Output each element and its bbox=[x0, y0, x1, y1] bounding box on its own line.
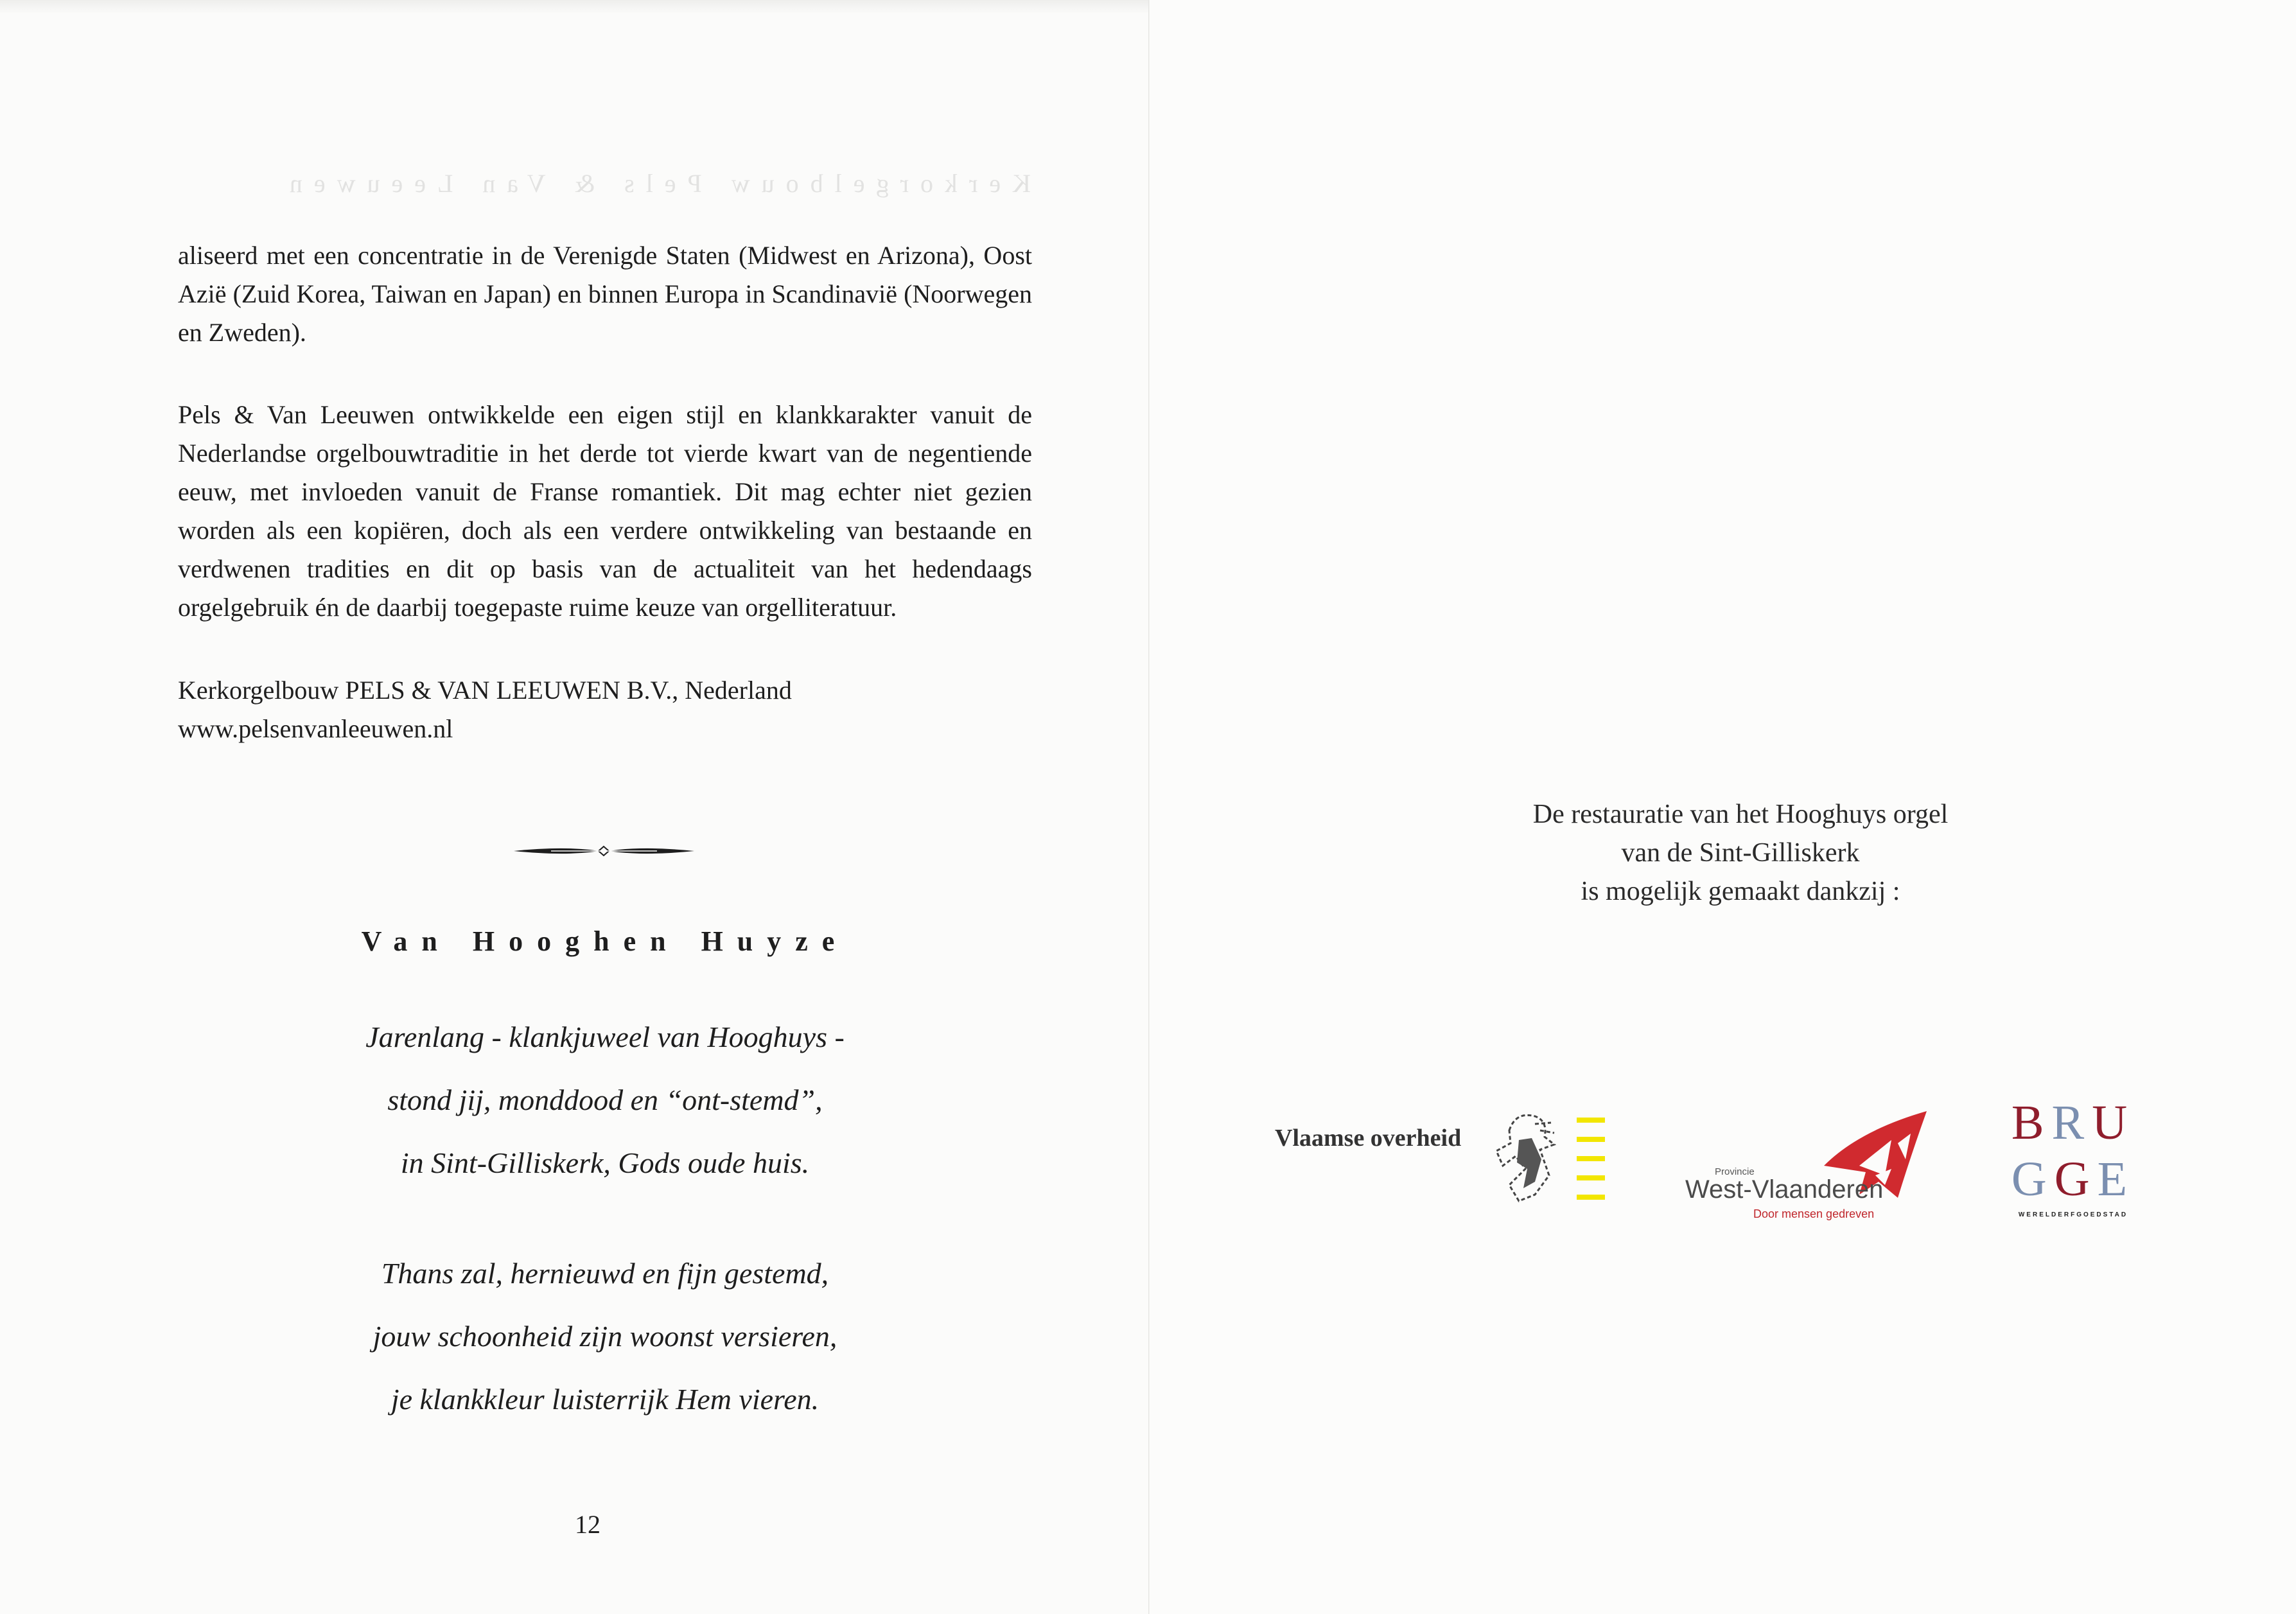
poem-line: Jarenlang - klankjuweel van Hooghuys - bbox=[365, 1021, 845, 1053]
poem-line: jouw schoonheid zijn woonst versieren, bbox=[372, 1320, 837, 1353]
acknowledgement-line: van de Sint-Gilliskerk bbox=[1621, 838, 1860, 868]
body-paragraph-1: aliseerd met een concentratie in de Verenigde Staten (Midwest en Arizona), Oost Azië (Zuid Korea, Taiwan en Japan) en binnen Europa in Scandinavië (Noorwegen en Zweden). bbox=[178, 241, 1032, 347]
page-number: 12 bbox=[575, 1510, 600, 1539]
brugge-tagline: WERELDERFGOEDSTAD bbox=[2018, 1211, 2128, 1218]
flemish-lion-icon bbox=[1490, 1105, 1618, 1220]
west-vlaanderen-logo bbox=[1683, 1105, 1933, 1227]
poem-title: Van Hooghen Huyze bbox=[361, 925, 849, 957]
poem-stanza-1 bbox=[178, 1006, 1032, 1195]
province-label: Provincie bbox=[1715, 1166, 1755, 1177]
brugge-letter: G bbox=[2011, 1152, 2055, 1206]
show-through-heading: Kerkorgelbouw Pels & Van Leeuwen bbox=[277, 169, 1031, 198]
acknowledgement-line: is mogelijk gemaakt dankzij : bbox=[1581, 877, 1900, 906]
west-vlaanderen-tagline: Door mensen gedreven bbox=[1753, 1207, 1875, 1220]
poem-line: Thans zal, hernieuwd en fijn gestemd, bbox=[381, 1257, 829, 1290]
ornament-divider bbox=[513, 841, 696, 861]
brugge-letter: R bbox=[2051, 1096, 2092, 1150]
brugge-logo bbox=[2002, 1098, 2144, 1227]
brugge-logo-row-1 bbox=[2002, 1096, 2144, 1150]
brugge-letter: U bbox=[2092, 1096, 2135, 1150]
west-vlaanderen-label: West-Vlaanderen bbox=[1685, 1175, 1884, 1204]
brugge-logo-row-2 bbox=[2002, 1152, 2144, 1206]
body-paragraph-2: Pels & Van Leeuwen ontwikkelde een eigen stijl en klankkarakter vanuit de Nederlandse orgelbouwtraditie in het derde tot vierde kwart van de negentiende eeuw, met invloeden vanuit de Franse romantiek. Dit mag echter niet gezien worden als een kopiëren, doch als een verdere ontwikkeling van bestaande en verdwenen tradities en dit op basis van de actualiteit van het hedendaags orgelgebruik én de daarbij toegepaste ruime keuze van orgelliteratuur. bbox=[178, 400, 1032, 622]
acknowledgement-line: De restauratie van het Hooghuys orgel bbox=[1532, 800, 1949, 829]
page-top-edge bbox=[0, 0, 1150, 14]
poem-line: je klankkleur luisterrijk Hem vieren. bbox=[390, 1383, 819, 1416]
brugge-letter: G bbox=[2054, 1152, 2098, 1206]
credit-line: Kerkorgelbouw PELS & VAN LEEUWEN B.V., Nederland bbox=[178, 676, 792, 705]
acknowledgement-text bbox=[1432, 795, 2049, 911]
brugge-letter: B bbox=[2011, 1096, 2052, 1150]
vlaamse-overheid-logo bbox=[1275, 1105, 1618, 1220]
website-link[interactable]: www.pelsenvanleeuwen.nl bbox=[178, 714, 453, 743]
poem-line: stond jij, monddood en “ont-stemd”, bbox=[387, 1083, 823, 1116]
poem-line: in Sint-Gilliskerk, Gods oude huis. bbox=[400, 1146, 810, 1179]
vlaamse-overheid-label: Vlaamse overheid bbox=[1275, 1125, 1462, 1152]
credit-block bbox=[178, 671, 1032, 748]
brugge-letter: E bbox=[2097, 1152, 2135, 1206]
poem-stanza-2 bbox=[178, 1242, 1032, 1431]
